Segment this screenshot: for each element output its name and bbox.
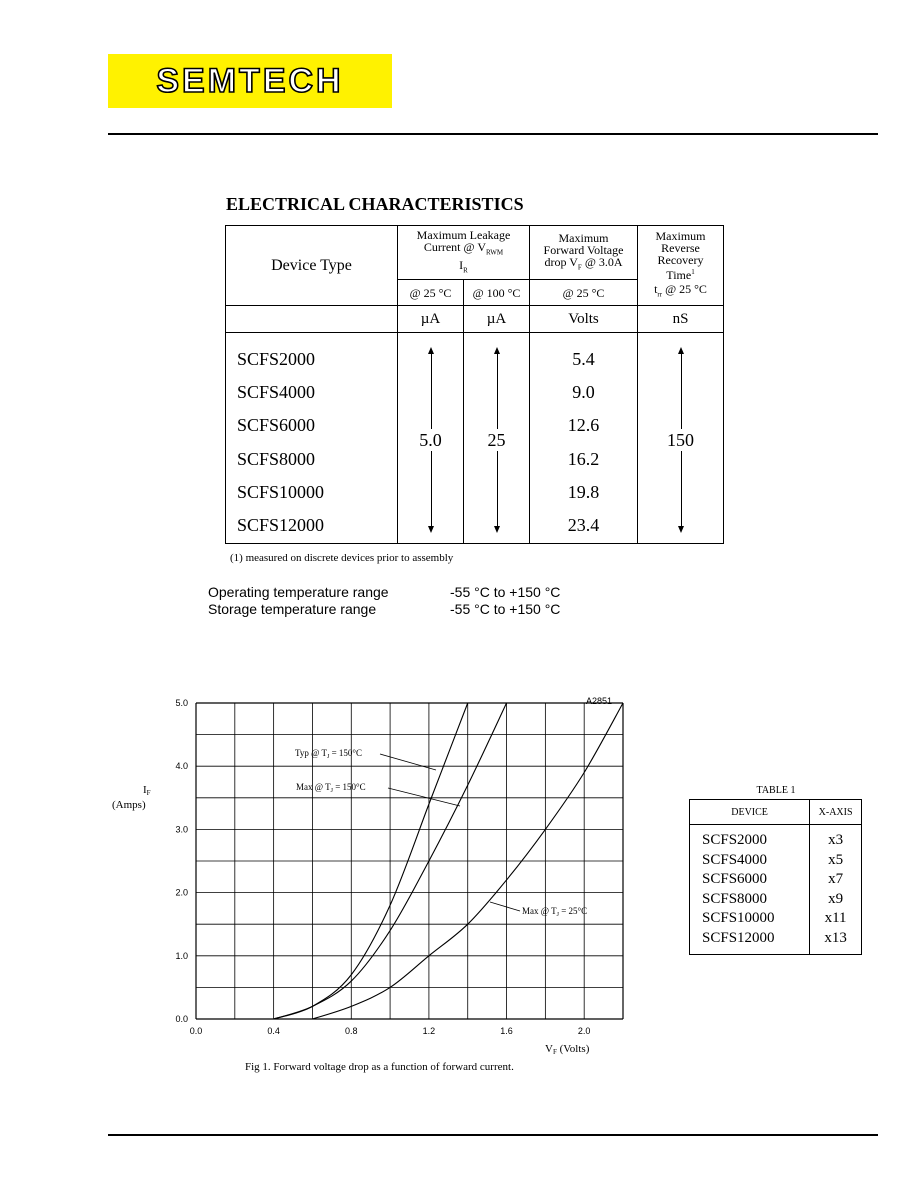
leakage-25c-value: 5.0 [398,429,463,451]
forward-drop-value: 9.0 [572,382,595,403]
y-axis-unit: (Amps) [112,799,146,811]
x-tick-label: 0.0 [189,1026,203,1036]
table1-col-device: DEVICE [690,800,810,825]
header-recovery-time: Maximum Reverse Recovery Time$^1$ $t_{rr}$ @ 25 °C [638,226,724,306]
y-axis-label: IF [143,784,151,797]
unit-ua-25: µA [398,306,464,333]
table-row [690,851,862,871]
table1-device: SCFS10000 [690,909,810,929]
table1-device: SCFS12000 [690,929,810,955]
logo-text: SEMTECH [156,61,344,100]
unit-ua-100: µA [464,306,530,333]
table-row [690,890,862,910]
table-row [690,870,862,890]
header-forward-voltage: Maximum Forward Voltage drop $V_F$ @ 3.0A [530,226,638,280]
unit-volts: Volts [530,306,638,333]
leader-line [388,788,460,806]
series-label-typ-150: Typ @ $T_J = 150^\circ C$ [295,748,363,760]
device-name: SCFS4000 [237,382,316,403]
table1-axis: x9 [828,890,844,907]
chart-ticks [175,698,590,1036]
x-tick-label: 0.8 [345,1026,358,1036]
chart-grid [196,703,623,1019]
table1-device: SCFS8000 [690,890,810,910]
device-name: SCFS8000 [237,448,316,469]
table1-axis: x5 [828,851,844,868]
device-name: SCFS10000 [237,481,325,502]
series-label-max-150: Max @ $T_J = 150^\circ C$ [296,782,366,794]
temperature-value: -55 °C to +150 °C [450,601,561,617]
device-name: SCFS12000 [237,514,325,535]
cond-100c: @ 100 °C [464,280,530,306]
cond-25c: @ 25 °C [398,280,464,306]
y-tick-label: 0.0 [175,1014,188,1024]
y-tick-label: 5.0 [175,698,188,708]
header-device-type: Device Type [226,226,398,306]
series-label-max-25: Max @ $T_J = 25^\circ C$ [522,906,588,918]
cond-forward-25c: @ 25 °C [530,280,638,306]
chart-corner-code: A2851 [586,696,613,706]
unit-ns: nS [638,306,724,333]
table-row [690,825,862,851]
temperature-label: Operating temperature range [208,584,389,600]
table1-axis: x11 [824,910,847,926]
table-row [690,929,862,955]
forward-drop-value: 12.6 [567,415,600,436]
leader-line [380,754,436,770]
footer-rule [108,1134,878,1136]
forward-drop-value: 23.4 [567,514,600,535]
table1-device: SCFS2000 [690,825,810,851]
x-axis-label: VF (Volts) [545,1043,590,1056]
recovery-value: 150 [638,429,723,451]
forward-drop-value: 16.2 [567,448,600,469]
temperature-label: Storage temperature range [208,601,377,617]
device-name: SCFS6000 [237,415,316,436]
x-tick-label: 2.0 [577,1026,591,1036]
device-name: SCFS2000 [237,349,316,369]
y-tick-label: 3.0 [175,824,188,835]
leader-line [490,902,520,911]
xaxis-scale-table [689,799,862,955]
footnote: (1) measured on discrete devices prior to assembly [230,552,454,564]
leakage-100c-value: 25 [464,429,529,451]
y-tick-label: 2.0 [175,887,188,898]
x-tick-label: 1.2 [422,1026,436,1036]
y-tick-label: 1.0 [175,950,188,961]
table1-axis: x13 [824,929,847,946]
table1-title: TABLE 1 [756,785,796,796]
x-tick-label: 1.6 [500,1026,513,1036]
temperature-value: -55 °C to +150 °C [450,584,561,600]
table-row [690,909,862,929]
table1-device: SCFS6000 [690,870,810,890]
y-tick-label: 4.0 [175,761,188,772]
chart-caption: Fig 1. Forward voltage drop as a function of forward current. [245,1061,514,1073]
table1-axis: x7 [828,871,844,887]
forward-drop-value: 19.8 [567,481,600,502]
table1-device: SCFS4000 [690,851,810,871]
forward-drop-value: 5.4 [572,349,595,369]
section-title: ELECTRICAL CHARACTERISTICS [226,194,524,214]
x-tick-label: 0.4 [267,1026,280,1036]
header-leakage: Maximum Leakage Current @ $V_{RWM}$ $I_R$ [398,226,530,280]
table1-col-axis: X-AXIS [810,800,862,825]
table1-axis: x3 [828,832,844,848]
